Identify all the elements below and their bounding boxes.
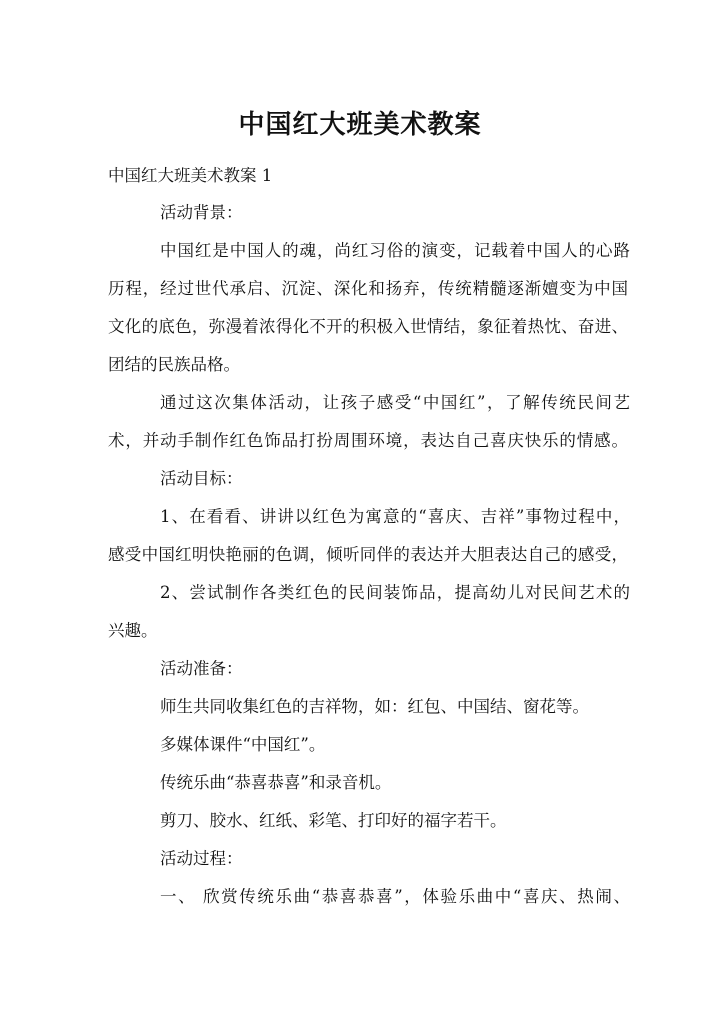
paragraph-line: 师生共同收集红色的吉祥物，如：红包、中国结、窗花等。 (160, 697, 589, 716)
paragraph-line: 文化的底色，弥漫着浓得化不开的积极入世情结，象征着热忱、奋进、 (108, 317, 628, 336)
section-heading-goals: 活动目标： (160, 469, 243, 488)
section-heading-background: 活动背景： (160, 203, 243, 222)
paragraph-line: 兴趣。 (108, 621, 158, 640)
paragraph-line: 通过这次集体活动，让孩子感受“中国红”，了解传统民间艺 (160, 393, 630, 412)
paragraph-line: 2、尝试制作各类红色的民间装饰品，提高幼儿对民间艺术的 (160, 583, 630, 602)
paragraph-line: 中国红是中国人的魂，尚红习俗的演变，记载着中国人的心路 (160, 241, 630, 260)
paragraph-line: 术，并动手制作红色饰品打扮周围环境，表达自己喜庆快乐的情感。 (108, 431, 628, 450)
paragraph-line: 剪刀、胶水、红纸、彩笔、打印好的福字若干。 (160, 811, 507, 830)
section-heading-preparation: 活动准备： (160, 659, 243, 678)
document-subtitle: 中国红大班美术教案 1 (108, 166, 273, 185)
paragraph-line: 团结的民族品格。 (108, 355, 240, 374)
paragraph-line: 1、在看看、讲讲以红色为寓意的“喜庆、吉祥”事物过程中， (160, 507, 630, 526)
paragraph-line: 感受中国红明快艳丽的色调，倾听同伴的表达并大胆表达自己的感受， (108, 545, 628, 564)
paragraph-line: 传统乐曲“恭喜恭喜”和录音机。 (160, 773, 392, 792)
paragraph-line: 历程，经过世代承启、沉淀、深化和扬弃，传统精髓逐渐嬗变为中国 (108, 279, 628, 298)
section-heading-process: 活动过程： (160, 849, 243, 868)
paragraph-line: 多媒体课件“中国红”。 (160, 735, 326, 754)
document-title: 中国红大班美术教案 (238, 110, 482, 140)
paragraph-line: 一、 欣赏传统乐曲“恭喜恭喜”，体验乐曲中“喜庆、热闹、 (160, 887, 630, 906)
